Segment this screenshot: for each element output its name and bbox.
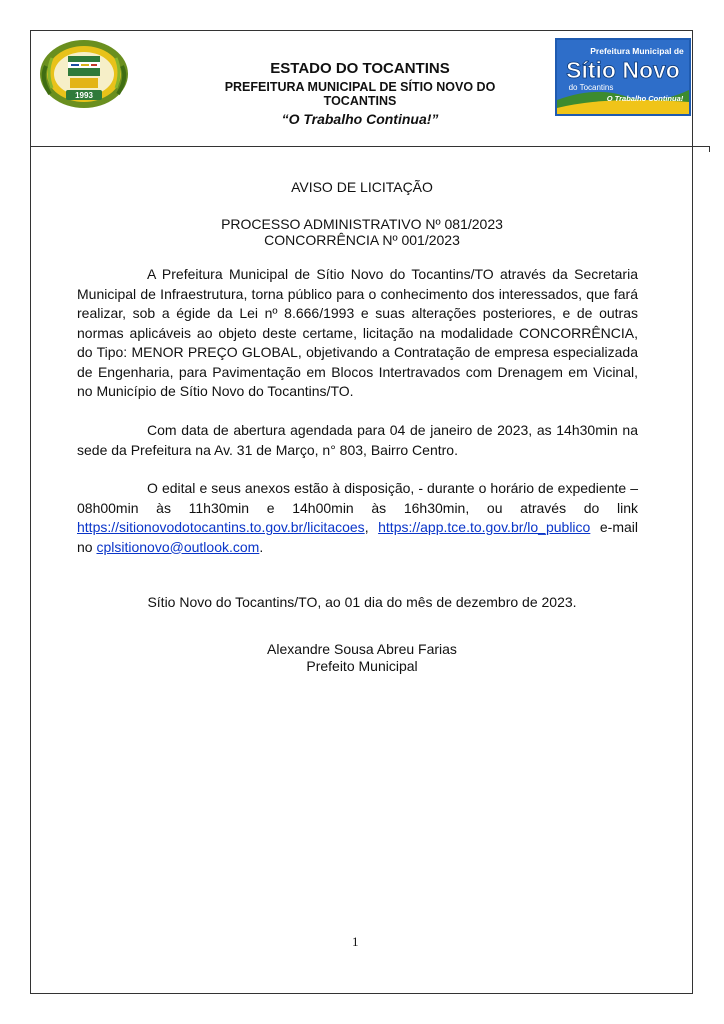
place-date: Sítio Novo do Tocantins/TO, ao 01 dia do mês de dezembro de 2023. — [147, 594, 577, 610]
email-link[interactable]: cplsitionovo@outlook.com — [96, 538, 260, 555]
municipality-logo — [555, 38, 691, 116]
municipal-seal-icon — [38, 38, 130, 110]
notice-paragraph-1: A Prefeitura Municipal de Sítio Novo do Tocantins/TO através da Secretaria Municipal de Infraestrutura, torna público para o conhecimento dos interessados, que fará realizar, sob a égide da Lei nº 8.666/1993 e suas alterações posteriores, e de outras normas aplicáveis ao objeto deste certame, licitação na modalidade CONCORRÊNCIA, do Tipo: MENOR PREÇO GLOBAL, objetivando a Contratação de empresa especializada de Engenharia, para Pavimentação em Blocos Intertravados com Drenagem em Vicinal, no Município de Sítio Novo do Tocantins/TO. — [77, 266, 638, 399]
paragraph-3-end: . — [259, 538, 264, 555]
logo-top-text: Prefeitura Municipal de — [590, 46, 684, 56]
logo-slogan: O Trabalho Continua! — [606, 94, 684, 103]
licitacoes-link[interactable]: https://sitionovodotocantins.to.gov.br/licitacoes — [77, 519, 365, 535]
link-separator: , — [364, 519, 379, 535]
prefeitura-line-2: TOCANTINS — [323, 94, 397, 108]
page-number: 1 — [352, 934, 359, 949]
seal-year: 1993 — [75, 91, 93, 100]
signer-title: Prefeito Municipal — [306, 658, 418, 674]
competition-number: CONCORRÊNCIA Nº 001/2023 — [264, 232, 460, 248]
header-divider-tick — [709, 146, 710, 152]
state-title: ESTADO DO TOCANTINS — [270, 60, 450, 77]
signer-name: Alexandre Sousa Abreu Farias — [267, 641, 457, 657]
tce-link[interactable]: https://app.tce.to.gov.br/lo_publico — [378, 519, 591, 535]
prefeitura-name — [200, 80, 520, 108]
prefeitura-line-1: PREFEITURA MUNICIPAL DE SÍTIO NOVO DO — [224, 80, 496, 94]
process-number: PROCESSO ADMINISTRATIVO Nº 081/2023 — [221, 216, 503, 232]
logo-main-text: Sítio Novo — [566, 57, 680, 83]
logo-sub-text: do Tocantins — [568, 83, 614, 92]
notice-title: AVISO DE LICITAÇÃO — [291, 179, 433, 195]
header-divider — [30, 146, 710, 147]
header-motto: “O Trabalho Continua!” — [281, 111, 439, 127]
paragraph-3-lead: O edital e seus anexos estão à disposição, - durante o horário de expediente – 08h00min às 11h30min e 14h00min às 16h30min, ou através do link — [77, 480, 638, 516]
notice-paragraph-2: Com data de abertura agendada para 04 de janeiro de 2023, as 14h30min na sede da Prefeitura na Av. 31 de Março, n° 803, Bairro Centro. — [77, 422, 638, 458]
notice-paragraph-3 — [77, 479, 638, 557]
paragraph-3-mid: e-mail no — [77, 519, 638, 555]
